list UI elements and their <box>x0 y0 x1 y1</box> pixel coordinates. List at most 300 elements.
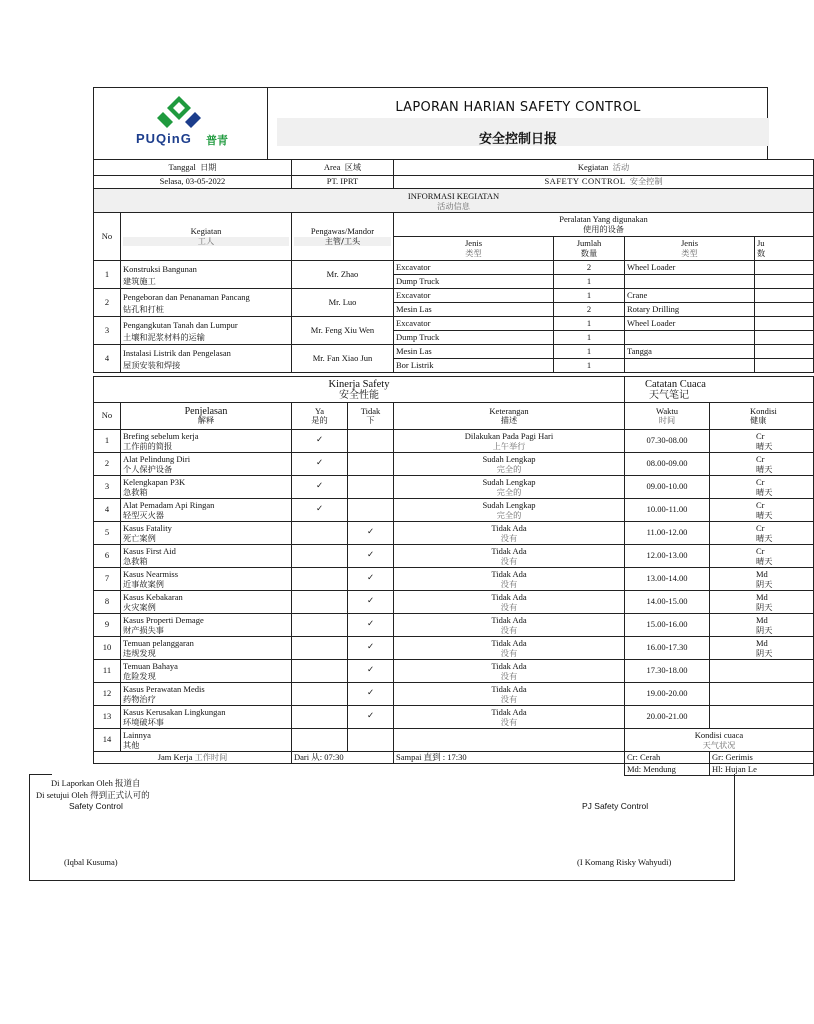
safety-name-zh: 违规发现 <box>123 648 156 658</box>
safety-name-cell <box>121 706 292 729</box>
signer-right-name: (I Komang Risky Wahyudi) <box>577 857 672 867</box>
safety-ket-cell <box>394 522 625 545</box>
equip-jenis2 <box>625 331 755 345</box>
safety-tidak-check <box>348 729 394 752</box>
safety-tidak-check: ✓ <box>348 637 394 660</box>
weather-kondisi-zh: 晴天 <box>756 441 773 451</box>
safety-no: 1 <box>94 430 121 453</box>
safety-name: Brefing sebelum kerja <box>123 431 199 441</box>
safety-ket-zh: 没有 <box>500 648 518 658</box>
weather-kondisi: Md <box>756 592 768 602</box>
safety-name-cell <box>121 637 292 660</box>
kegiatan-value-zh: 安全控制 <box>629 176 663 187</box>
legend-mendung: Md: Mendung <box>625 764 710 776</box>
info-col-jenis-cell <box>394 237 554 261</box>
weather-kondisi-zh: 晴天 <box>756 556 773 566</box>
safety-col-penjelasan-cell <box>121 403 292 430</box>
safety-ket: Tidak Ada <box>491 569 527 579</box>
activity-no: 2 <box>94 289 121 317</box>
safety-ket-cell <box>394 591 625 614</box>
safety-ket-cell <box>394 729 625 752</box>
dilaporkan-oleh: Di Laporkan Oleh 报道自 <box>51 778 141 788</box>
safety-ket-cell <box>394 568 625 591</box>
safety-no: 2 <box>94 453 121 476</box>
safety-name-cell <box>121 522 292 545</box>
weather-waktu: 19.00-20.00 <box>625 683 710 706</box>
safety-name-cell <box>121 453 292 476</box>
weather-kondisi: Cr <box>756 431 765 441</box>
safety-name: Kasus Nearmiss <box>123 569 179 579</box>
safety-col-tidak-cell <box>348 403 394 430</box>
safety-col-tidak: Tidak <box>360 405 381 416</box>
weather-kondisi: Cr <box>756 477 765 487</box>
info-col-ju-zh: 数 <box>757 247 766 258</box>
equip-jumlah: 1 <box>554 317 625 331</box>
safety-row <box>94 683 814 706</box>
weather-kondisi-cell <box>710 545 814 568</box>
safety-name-zh: 死亡案例 <box>123 533 156 543</box>
safety-row <box>94 545 814 568</box>
safety-col-ya-cell <box>292 403 348 430</box>
kondisi-cuaca-title: Kondisi cuaca <box>694 730 744 740</box>
info-col-kegiatan: Kegiatan <box>190 226 222 236</box>
safety-ket-cell <box>394 430 625 453</box>
info-title-cell <box>94 189 814 213</box>
tanggal-label: Tanggal <box>168 161 196 172</box>
safety-name: Kasus Kerusakan Lingkungan <box>123 707 226 717</box>
equip-jumlah: 1 <box>554 289 625 303</box>
activity-name-cell <box>121 289 292 317</box>
equip-jumlah: 2 <box>554 261 625 275</box>
tanggal-label-zh: 日期 <box>200 161 217 172</box>
info-col-kegiatan-cell <box>121 213 292 261</box>
info-col-peralatan-cell <box>394 213 814 237</box>
safety-tidak-check: ✓ <box>348 660 394 683</box>
logo-cell <box>94 88 268 160</box>
safety-tidak-check: ✓ <box>348 614 394 637</box>
safety-table <box>93 376 814 776</box>
weather-kondisi-zh: 阴天 <box>756 648 773 658</box>
equip-jumlah: 1 <box>554 331 625 345</box>
safety-tidak-check: ✓ <box>348 545 394 568</box>
equip-jenis: Mesin Las <box>394 345 554 359</box>
safety-ket-zh: 完全的 <box>496 510 522 520</box>
weather-waktu: 20.00-21.00 <box>625 706 710 729</box>
kinerja-title: Kinerja Safety <box>328 378 390 390</box>
jam-kerja-dari: Dari 从: 07:30 <box>292 752 394 764</box>
weather-kondisi-cell <box>710 706 814 729</box>
equip-ju <box>755 345 814 359</box>
safety-no: 3 <box>94 476 121 499</box>
weather-kondisi-cell <box>710 660 814 683</box>
activity-pengawas: Mr. Luo <box>292 289 394 317</box>
weather-kondisi-zh: 阴天 <box>756 625 773 635</box>
activity-row <box>94 345 814 359</box>
safety-ket-cell <box>394 476 625 499</box>
header-block <box>93 87 768 159</box>
safety-name-zh: 危险发现 <box>123 671 156 681</box>
safety-no: 12 <box>94 683 121 706</box>
equip-jenis2: Tangga <box>625 345 755 359</box>
safety-tidak-check: ✓ <box>348 568 394 591</box>
safety-ket-cell <box>394 614 625 637</box>
equip-jenis2 <box>625 359 755 373</box>
equip-jumlah: 1 <box>554 275 625 289</box>
safety-ket-cell <box>394 660 625 683</box>
info-col-pengawas-zh: 主管/工头 <box>294 237 391 247</box>
kondisi-cuaca-title-zh: 天气状况 <box>702 740 736 750</box>
safety-ket: Sudah Lengkap <box>482 477 536 487</box>
safety-name-zh: 药物治疗 <box>123 694 156 704</box>
info-col-jenis2: Jenis <box>681 238 698 248</box>
equip-jenis: Dump Truck <box>394 331 554 345</box>
weather-waktu: 17.30-18.00 <box>625 660 710 683</box>
safety-row <box>94 453 814 476</box>
weather-kondisi-zh: 阴天 <box>756 579 773 589</box>
safety-name-zh: 其他 <box>123 740 140 750</box>
activity-no: 3 <box>94 317 121 345</box>
safety-ket: Tidak Ada <box>491 592 527 602</box>
safety-row <box>94 568 814 591</box>
safety-tidak-check: ✓ <box>348 683 394 706</box>
safety-name-cell <box>121 545 292 568</box>
weather-kondisi: Cr <box>756 454 765 464</box>
safety-col-tidak-zh: 下 <box>366 415 375 425</box>
weather-waktu: 11.00-12.00 <box>625 522 710 545</box>
safety-control-label: Safety Control <box>69 801 123 811</box>
safety-tidak-check <box>348 453 394 476</box>
activity-pengawas: Mr. Zhao <box>292 261 394 289</box>
activity-name: Pengeboran dan Penanaman Pancang <box>123 291 250 302</box>
equip-jenis2: Wheel Loader <box>625 261 755 275</box>
safety-ya-check <box>292 729 348 752</box>
safety-no: 5 <box>94 522 121 545</box>
signature-top-line <box>30 774 52 775</box>
safety-name-cell <box>121 476 292 499</box>
activity-name-zh: 建筑施工 <box>123 275 156 286</box>
weather-kondisi: Cr <box>756 500 765 510</box>
safety-ket-zh: 没有 <box>500 694 518 704</box>
tanggal-label-cell <box>94 160 292 176</box>
weather-waktu: 13.00-14.00 <box>625 568 710 591</box>
safety-col-ket: Keterangan <box>489 405 529 416</box>
info-col-no: No <box>94 213 121 261</box>
equip-jenis: Dump Truck <box>394 275 554 289</box>
safety-tidak-check <box>348 499 394 522</box>
safety-name-zh: 轻型灭火器 <box>123 510 164 520</box>
weather-kondisi-cell <box>710 522 814 545</box>
safety-name: Kasus Perawatan Medis <box>123 684 205 694</box>
safety-tidak-check: ✓ <box>348 706 394 729</box>
info-col-ju: Ju <box>757 238 765 248</box>
weather-waktu: 09.00-10.00 <box>625 476 710 499</box>
safety-name: Kasus Properti Demage <box>123 615 204 625</box>
safety-col-ya-zh: 是的 <box>311 415 328 425</box>
safety-col-penjelasan: Penjelasan <box>184 405 228 417</box>
cuaca-title-cell <box>625 377 814 403</box>
jam-kerja-row <box>94 752 814 764</box>
safety-name: Kasus Fatality <box>123 523 172 533</box>
equip-jumlah: 2 <box>554 303 625 317</box>
activity-pengawas: Mr. Feng Xiu Wen <box>292 317 394 345</box>
safety-ket-cell <box>394 706 625 729</box>
safety-ya-check <box>292 637 348 660</box>
safety-ket-zh: 没有 <box>500 556 518 566</box>
safety-name-cell <box>121 499 292 522</box>
kegiatan-value-cell <box>394 176 814 189</box>
weather-waktu: 12.00-13.00 <box>625 545 710 568</box>
weather-kondisi-zh: 晴天 <box>756 533 773 543</box>
info-col-jumlah: Jumlah <box>576 238 602 248</box>
safety-row <box>94 430 814 453</box>
area-label-zh: 区域 <box>344 161 362 172</box>
weather-waktu: 15.00-16.00 <box>625 614 710 637</box>
equip-ju <box>755 261 814 275</box>
info-col-kegiatan-zh: 工人 <box>123 237 289 247</box>
safety-tidak-check <box>348 430 394 453</box>
legend-hujan: Hl: Hujan Le <box>710 764 814 776</box>
legend-cerah: Cr: Cerah <box>625 752 710 764</box>
weather-kondisi: Cr <box>756 546 765 556</box>
weather-waktu: 14.00-15.00 <box>625 591 710 614</box>
info-col-jenis2-cell <box>625 237 755 261</box>
kinerja-title-zh: 安全性能 <box>339 389 379 401</box>
safety-ya-check <box>292 568 348 591</box>
company-logo-icon <box>157 94 201 132</box>
weather-kondisi-cell <box>710 591 814 614</box>
safety-name-zh: 个人保护设备 <box>123 464 173 474</box>
safety-name: Temuan Bahaya <box>123 661 178 671</box>
safety-ya-check: ✓ <box>292 499 348 522</box>
activity-row <box>94 317 814 331</box>
safety-name-cell <box>121 660 292 683</box>
safety-name: Kasus First Aid <box>123 546 176 556</box>
weather-kondisi: Md <box>756 615 768 625</box>
activity-name-zh: 钻孔和打桩 <box>123 303 164 314</box>
activity-no: 4 <box>94 345 121 373</box>
safety-no: 4 <box>94 499 121 522</box>
safety-ya-check <box>292 545 348 568</box>
weather-kondisi: Md <box>756 638 768 648</box>
equip-jenis2: Wheel Loader <box>625 317 755 331</box>
info-col-peralatan-zh: 使用的设备 <box>583 223 624 234</box>
equip-ju <box>755 359 814 373</box>
weather-kondisi: Cr <box>756 523 765 533</box>
safety-ya-check <box>292 614 348 637</box>
safety-ya-check <box>292 706 348 729</box>
safety-ket: Tidak Ada <box>491 638 527 648</box>
safety-name-zh: 急救箱 <box>123 487 148 497</box>
safety-ket: Tidak Ada <box>491 661 527 671</box>
safety-no: 8 <box>94 591 121 614</box>
safety-name-cell <box>121 729 292 752</box>
kinerja-title-cell <box>94 377 625 403</box>
safety-ket-cell <box>394 453 625 476</box>
safety-ket: Sudah Lengkap <box>482 454 536 464</box>
safety-ket-zh: 完全的 <box>496 487 522 497</box>
weather-waktu: 10.00-11.00 <box>625 499 710 522</box>
safety-col-waktu: Waktu <box>656 405 678 416</box>
safety-ket-zh: 完全的 <box>496 464 522 474</box>
safety-col-ket-zh: 描述 <box>500 415 518 425</box>
info-col-jumlah-cell <box>554 237 625 261</box>
tanggal-value: Selasa, 03-05-2022 <box>94 176 292 189</box>
safety-name-cell <box>121 430 292 453</box>
info-title-zh: 活动信息 <box>437 200 470 211</box>
safety-ya-check: ✓ <box>292 476 348 499</box>
weather-waktu: 16.00-17.30 <box>625 637 710 660</box>
safety-ket-cell <box>394 499 625 522</box>
safety-ya-check: ✓ <box>292 453 348 476</box>
weather-waktu: 07.30-08.00 <box>625 430 710 453</box>
safety-ket: Tidak Ada <box>491 546 527 556</box>
equip-jumlah: 1 <box>554 345 625 359</box>
area-label: Area <box>323 161 341 172</box>
safety-no: 10 <box>94 637 121 660</box>
safety-name: Kasus Kebakaran <box>123 592 183 602</box>
safety-row <box>94 591 814 614</box>
safety-name-zh: 近事故案例 <box>123 579 164 589</box>
info-col-peralatan: Peralatan Yang digunakan <box>559 214 648 224</box>
safety-no: 11 <box>94 660 121 683</box>
safety-ya-check <box>292 522 348 545</box>
weather-kondisi-zh: 晴天 <box>756 487 773 497</box>
safety-ket-cell <box>394 683 625 706</box>
activity-name-zh: 屋顶安装和焊接 <box>123 359 181 370</box>
logo-text-zh: 普青 <box>206 134 228 147</box>
safety-ket-zh: 没有 <box>500 533 518 543</box>
safety-no: 13 <box>94 706 121 729</box>
equip-ju <box>755 289 814 303</box>
safety-name-zh: 火灾案例 <box>123 602 156 612</box>
activity-no: 1 <box>94 261 121 289</box>
equip-jenis2: Crane <box>625 289 755 303</box>
safety-no: 6 <box>94 545 121 568</box>
safety-row <box>94 522 814 545</box>
safety-ket-cell <box>394 545 625 568</box>
activity-name: Konstruksi Bangunan <box>123 263 197 274</box>
weather-kondisi-cell <box>710 568 814 591</box>
kegiatan-label: Kegiatan <box>577 161 609 172</box>
logo-text: PUQinG <box>136 131 192 146</box>
safety-no: 9 <box>94 614 121 637</box>
equip-ju <box>755 317 814 331</box>
safety-ket: Sudah Lengkap <box>482 500 536 510</box>
safety-row <box>94 637 814 660</box>
safety-col-kondisi: Kondisi <box>750 405 777 416</box>
activity-table <box>93 260 814 373</box>
jam-kerja-sampai: Sampai 直到 : 17:30 <box>394 752 625 764</box>
activity-pengawas: Mr. Fan Xiao Jun <box>292 345 394 373</box>
safety-ket: Tidak Ada <box>491 707 527 717</box>
safety-name-cell <box>121 591 292 614</box>
safety-ket-zh: 没有 <box>500 671 518 681</box>
safety-row <box>94 660 814 683</box>
safety-col-penjelasan-zh: 解释 <box>197 415 215 425</box>
safety-name-zh: 急救箱 <box>123 556 148 566</box>
equip-jenis: Excavator <box>394 317 554 331</box>
weather-kondisi-cell <box>710 614 814 637</box>
safety-ket-zh: 没有 <box>500 625 518 635</box>
weather-kondisi-cell <box>710 499 814 522</box>
equip-jenis: Mesin Las <box>394 303 554 317</box>
info-col-pengawas-cell <box>292 213 394 261</box>
jam-kerja-label-cell <box>94 752 292 764</box>
title-zh: 安全控制日报 <box>478 132 557 147</box>
area-value: PT. IPRT <box>292 176 394 189</box>
weather-kondisi-zh: 晴天 <box>756 510 773 520</box>
safety-name: Lainnya <box>123 730 151 740</box>
safety-name-zh: 工作前的简报 <box>123 441 173 451</box>
activity-row <box>94 289 814 303</box>
weather-kondisi-zh: 阴天 <box>756 602 773 612</box>
activity-name: Pengangkutan Tanah dan Lumpur <box>123 319 238 330</box>
corner-mark <box>0 0 4 4</box>
equip-ju <box>755 331 814 345</box>
safety-name-zh: 环境破坏事 <box>123 717 164 727</box>
safety-name-cell <box>121 614 292 637</box>
info-title: INFORMASI KEGIATAN <box>407 190 500 201</box>
info-col-ju-cell <box>755 237 814 261</box>
weather-waktu: 08.00-09.00 <box>625 453 710 476</box>
info-col-jumlah-zh: 数量 <box>580 247 598 258</box>
legend-gerimis: Gr: Gerimis <box>710 752 814 764</box>
title-en: LAPORAN HARIAN SAFETY CONTROL <box>395 100 641 115</box>
safety-row <box>94 729 814 752</box>
safety-ket: Tidak Ada <box>491 523 527 533</box>
safety-name-cell <box>121 683 292 706</box>
safety-no: 7 <box>94 568 121 591</box>
safety-ket-zh: 上午举行 <box>492 441 526 451</box>
activity-row <box>94 261 814 275</box>
safety-col-no: No <box>94 403 121 430</box>
weather-kondisi-cell <box>710 637 814 660</box>
weather-kondisi-cell <box>710 683 814 706</box>
safety-name: Temuan pelanggaran <box>123 638 194 648</box>
safety-ket: Tidak Ada <box>491 615 527 625</box>
main-table <box>93 159 814 261</box>
safety-ket: Dilakukan Pada Pagi Hari <box>464 431 554 441</box>
safety-tidak-check <box>348 476 394 499</box>
weather-kondisi-zh: 晴天 <box>756 464 773 474</box>
kegiatan-label-cell <box>394 160 814 176</box>
kegiatan-value: SAFETY CONTROL <box>544 176 626 187</box>
safety-name-zh: 财产损失事 <box>123 625 164 635</box>
safety-col-waktu-zh: 时间 <box>658 415 676 425</box>
equip-jenis: Bor Listrik <box>394 359 554 373</box>
kegiatan-label-zh: 活动 <box>612 161 630 172</box>
disetujui-oleh: Di setujui Oleh 得到正式认可的 <box>36 790 150 800</box>
weather-kondisi-cell <box>710 476 814 499</box>
safety-name: Alat Pemadam Api Ringan <box>123 500 215 510</box>
signer-left-name: (Iqbal Kusuma) <box>64 857 118 867</box>
safety-tidak-check: ✓ <box>348 591 394 614</box>
safety-tidak-check: ✓ <box>348 522 394 545</box>
safety-row <box>94 499 814 522</box>
pj-safety-label: PJ Safety Control <box>582 801 649 811</box>
equip-jenis2: Rotary Drilling <box>625 303 755 317</box>
equip-ju <box>755 303 814 317</box>
equip-jenis: Excavator <box>394 289 554 303</box>
safety-ket-cell <box>394 637 625 660</box>
safety-ya-check: ✓ <box>292 430 348 453</box>
safety-ket-zh: 没有 <box>500 579 518 589</box>
safety-ket-zh: 没有 <box>500 602 518 612</box>
info-col-jenis: Jenis <box>465 238 482 248</box>
safety-name-cell <box>121 568 292 591</box>
report-sheet <box>93 87 777 774</box>
equip-ju <box>755 275 814 289</box>
